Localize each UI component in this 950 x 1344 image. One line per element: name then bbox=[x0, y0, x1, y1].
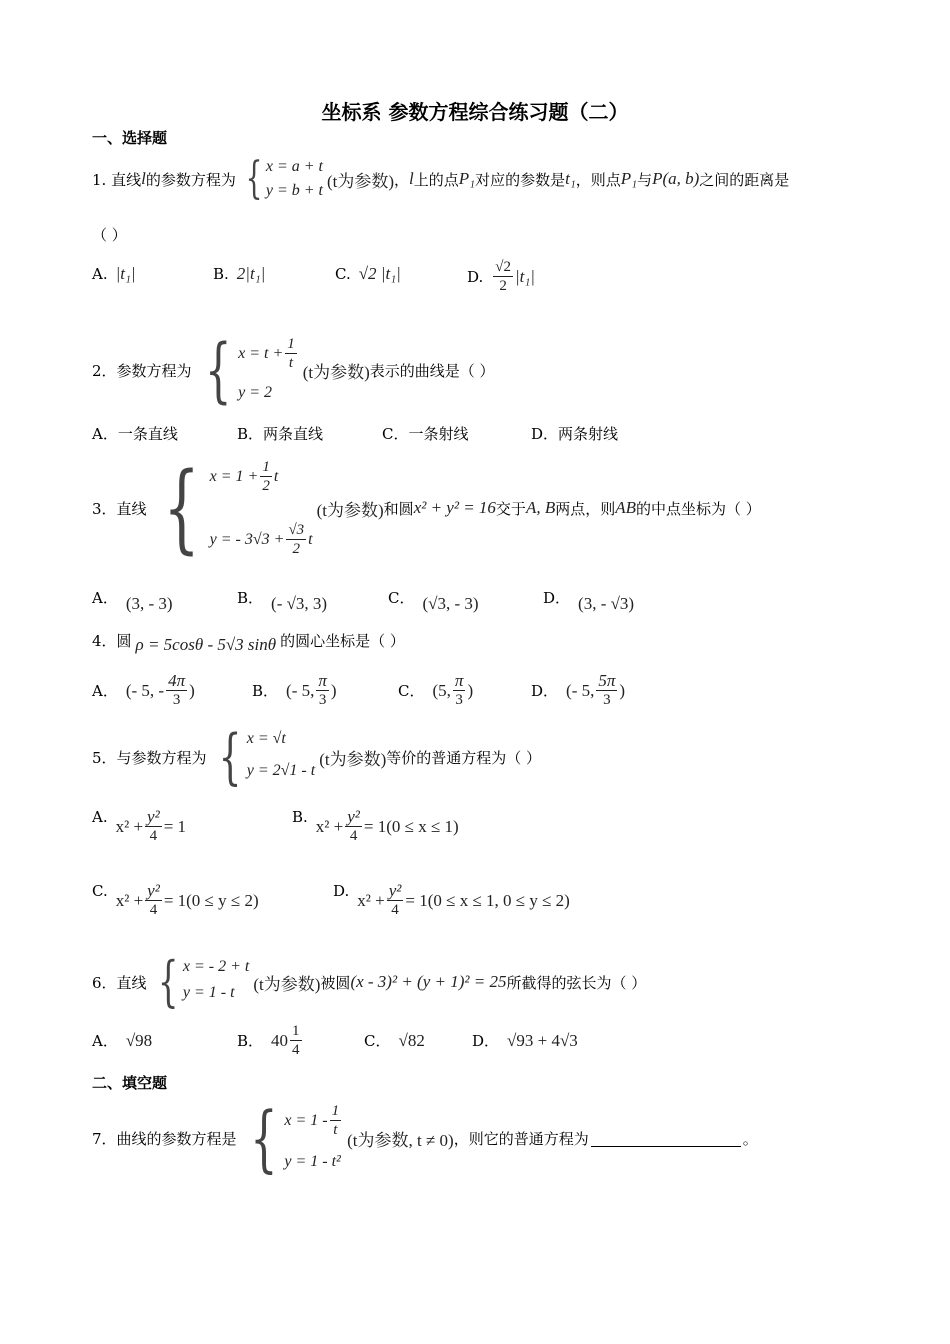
q5-eq1: x = √t bbox=[246, 730, 286, 747]
brace-icon: { bbox=[157, 950, 179, 1013]
q7-eq2: y = 1 - t² bbox=[284, 1153, 341, 1170]
q4-expr: ρ = 5cosθ - 5√3 sinθ bbox=[135, 635, 277, 654]
brace-icon: { bbox=[245, 153, 263, 204]
question-2 bbox=[92, 329, 495, 411]
q3-text-a: 3．直线 bbox=[92, 499, 147, 518]
q1-param: (t为参数) bbox=[326, 171, 395, 191]
q1-text-e: 对应的参数是 bbox=[475, 170, 566, 189]
q1-var-l2: l bbox=[409, 169, 414, 188]
q4-option-b[interactable]: B． (- 5, $\frac{\pi}{3}$ ) bbox=[252, 671, 337, 708]
q2-text-b: 表示的曲线是（ ） bbox=[369, 361, 495, 380]
q3-option-d[interactable]: D． (3, - √3) bbox=[543, 588, 635, 613]
q6-option-a[interactable]: A． √98 bbox=[92, 1030, 153, 1050]
q3-equation-system: { x = 1 + $\frac{1}{2}$ t y = - 3√3 + $\frac{√3}{2}$ t bbox=[162, 452, 313, 564]
q6-option-d[interactable]: D． √93 + 4√3 bbox=[472, 1030, 578, 1050]
q7-equation-system: { x = 1 - $\frac{1}{t}$ y = 1 - t² bbox=[241, 1102, 344, 1174]
q3-option-b[interactable]: B． (- √3, 3) bbox=[237, 588, 328, 613]
q1-option-c[interactable]: C. √2 |t₁| bbox=[335, 264, 401, 283]
q2-option-d[interactable]: D． 两条射线 bbox=[531, 425, 619, 443]
q1-text-b: 的参数方程为 bbox=[145, 170, 236, 189]
q4-option-c[interactable]: C． (5, $\frac{\pi}{3}$ ) bbox=[398, 671, 474, 708]
q6-eq2: y = 1 - t bbox=[182, 984, 235, 1001]
q6-option-c[interactable]: C． √82 bbox=[364, 1030, 425, 1050]
section-heading-choice: 一、选择题 bbox=[92, 129, 168, 147]
q1-pab: P(a, b) bbox=[652, 169, 700, 188]
q1-option-d-fraction: $\frac{√2}{2}$ bbox=[495, 259, 511, 294]
q1-t1: t₁ bbox=[565, 169, 576, 188]
q3-option-c[interactable]: C． (√3, - 3) bbox=[388, 588, 479, 613]
q1-paren: （ ） bbox=[92, 226, 127, 244]
question-3: 3．直线 { x = 1 + $\frac{1}{2}$ t y = - 3√3 + $\frac{√3}{2}$ t (t为参数) 和圆 x² + y² = 16 交于 A, B 两点，则 AB 的中点坐标为（ ） bbox=[92, 452, 761, 564]
q6-equation-system bbox=[151, 950, 250, 1013]
q5-option-d[interactable]: D. x² + $\frac{\text{y²}}{4}$ = 1(0 ≤ x ≤ 1, 0 ≤ y ≤ 2) bbox=[333, 881, 570, 918]
question-7: 7．曲线的参数方程是 { x = 1 - $\frac{1}{t}$ y = 1 - t² (t为参数, t ≠ 0) ，则它的普通方程为 。 bbox=[92, 1096, 758, 1180]
brace-icon: { bbox=[204, 329, 232, 411]
q6-option-b[interactable]: B． 40 $\frac{1}{4}$ bbox=[237, 1023, 300, 1058]
q5-option-b[interactable]: B. x² + $\frac{\text{y²}}{4}$ = 1(0 ≤ x ≤ 1) bbox=[292, 807, 459, 844]
q1-equation-system bbox=[240, 155, 323, 203]
q2-equation-system: { x = t + $\frac{1}{t}$ y = 2 bbox=[196, 335, 299, 405]
q1-option-a[interactable]: A. |t₁| bbox=[92, 264, 136, 283]
q1-var-l: l bbox=[141, 169, 146, 188]
q1-option-d[interactable]: D. $\frac{√2}{2}$ |t₁| bbox=[467, 259, 535, 294]
q1-text-d: 上的点 bbox=[413, 170, 459, 189]
q7-param: (t为参数, t ≠ 0) bbox=[347, 1130, 454, 1150]
q7-answer-blank[interactable] bbox=[591, 1130, 741, 1147]
q5-equation-system bbox=[211, 722, 316, 792]
page-title: 坐标系 参数方程综合练习题（二） bbox=[321, 100, 629, 124]
q3-option-a[interactable]: A． (3, - 3) bbox=[92, 588, 173, 613]
question-6: 6．直线 { x = - 2 + t y = 1 - t (t为参数) 被圆 (x - 3)² + (y + 1)² = 25 所截得的弦长为（ ） bbox=[92, 950, 647, 1013]
q1-text-h: 之间的距离是 bbox=[699, 170, 790, 189]
q2-option-c[interactable]: C． 一条射线 bbox=[382, 425, 469, 443]
q6-eq1: x = - 2 + t bbox=[182, 958, 250, 975]
q4-option-d[interactable]: D． (- 5, $\frac{5\pi}{3}$ ) bbox=[531, 671, 626, 708]
q2-param: (t为参数) bbox=[302, 362, 370, 382]
q2-option-b[interactable]: B． 两条直线 bbox=[237, 425, 324, 443]
q6-circle: (x - 3)² + (y + 1)² = 25 bbox=[350, 972, 507, 991]
q1-text-c: ， bbox=[394, 170, 410, 189]
q6-param: (t为参数) bbox=[253, 974, 321, 994]
q5-option-a[interactable]: A. x² + $\frac{\text{y²}}{4}$ = 1 bbox=[92, 807, 187, 844]
q1-eq2: y = b + t bbox=[265, 182, 323, 199]
q5-param: (t为参数) bbox=[319, 749, 387, 769]
q2-eq1: x = t + bbox=[238, 344, 284, 362]
q1-p1b: P₁ bbox=[620, 169, 638, 188]
question-1 bbox=[92, 155, 789, 203]
section-heading-fill: 二、填空题 bbox=[92, 1074, 168, 1092]
brace-icon: { bbox=[162, 452, 200, 564]
q1-option-b[interactable]: B. 2|t₁| bbox=[213, 264, 266, 283]
brace-icon: { bbox=[218, 722, 242, 792]
q1-p1: P₁ bbox=[458, 169, 476, 188]
q2-text-a: 2．参数方程为 bbox=[92, 361, 192, 380]
q4-option-a[interactable]: A． (- 5, - $\frac{4\pi}{3}$ ) bbox=[92, 671, 195, 708]
q1-eq1: x = a + t bbox=[265, 158, 323, 175]
q5-option-c[interactable]: C. x² + $\frac{\text{y²}}{4}$ = 1(0 ≤ y ≤ 2) bbox=[92, 881, 259, 918]
q3-param: (t为参数) bbox=[316, 500, 384, 520]
brace-icon: { bbox=[249, 1096, 278, 1180]
q3-circle: x² + y² = 16 bbox=[413, 498, 496, 517]
q1-text-f: ，则点 bbox=[575, 170, 621, 189]
q2-option-a[interactable]: A． 一条直线 bbox=[92, 425, 178, 443]
q2-eq2: y = 2 bbox=[238, 384, 272, 401]
question-4: 4．圆 ρ = 5cosθ - 5√3 sinθ 的圆心坐标是（ ） bbox=[92, 631, 405, 654]
question-5: 5．与参数方程为 { x = √t y = 2√1 - t (t为参数) 等价的普通方程为（ ） bbox=[92, 722, 542, 792]
q1-text-g: 与 bbox=[637, 170, 653, 189]
q1-text-a: 1. 直线 bbox=[92, 170, 142, 189]
q5-eq2: y = 2√1 - t bbox=[246, 762, 316, 779]
